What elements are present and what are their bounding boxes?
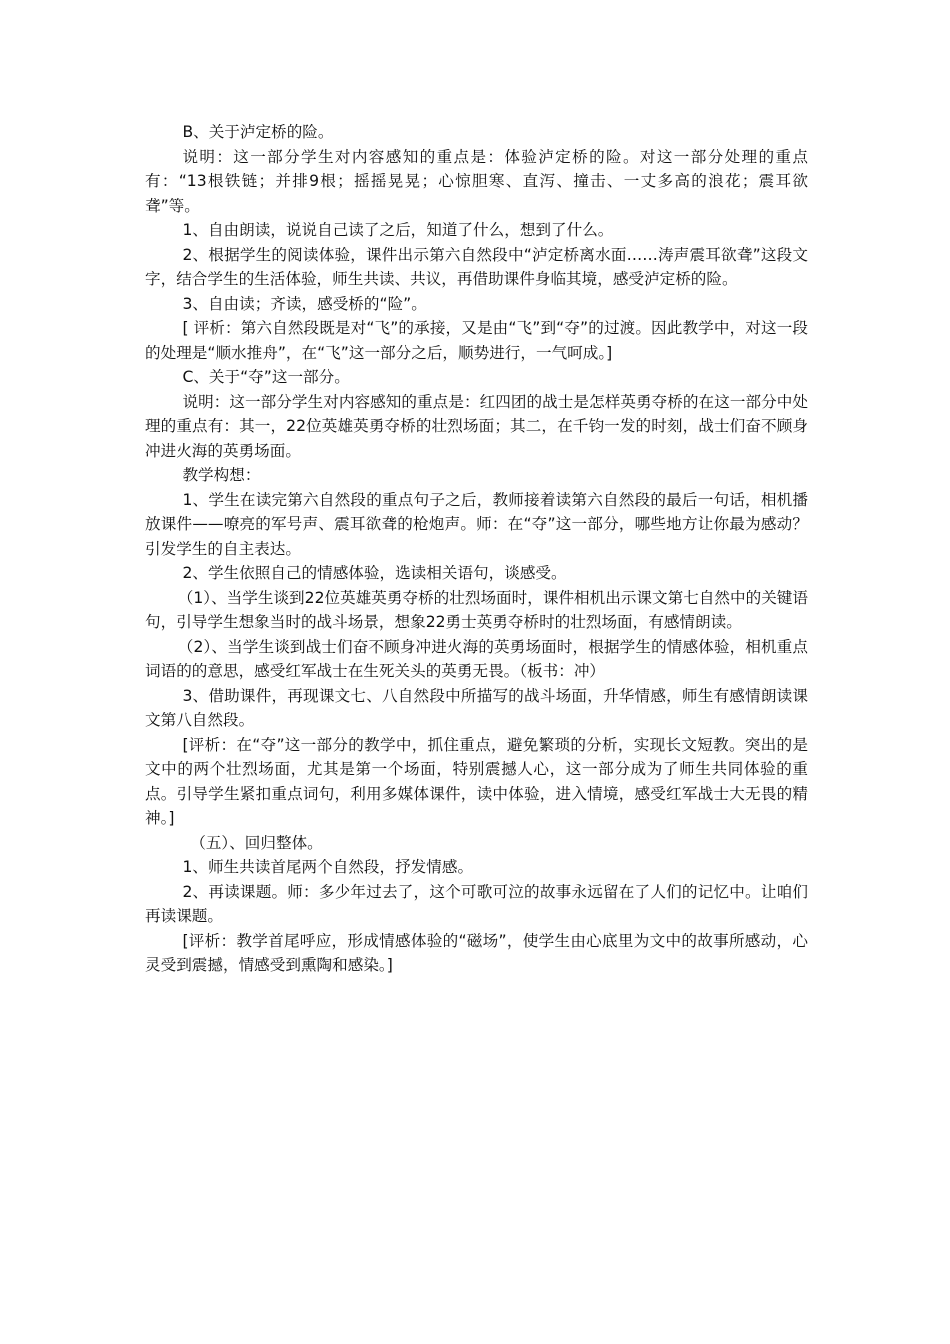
paragraph-step-five-1: 1、师生共读首尾两个自然段，抒发情感。 [182,858,474,876]
paragraph-step-b3: 3、自由读；齐读，感受桥的“险”。 [182,294,427,313]
section-heading-b: B、关于泸定桥的险。 [182,123,334,141]
paragraph-step-c2-1: （1）、当学生谈到22位英雄英勇夺桥的壮烈场面时，课件相机出示课文第七自然中的关键语句，引导学生想象当时的战斗场景，想象22勇士英勇夺桥时的壮烈场面，有感情朗读。 [145,588,808,631]
paragraph-step-c1: 1、学生在读完第六自然段的重点句子之后，教师接着读第六自然段的最后一句话，相机播放课件——嘹亮的军号声、震耳欲聋的枪炮声。师：在“夺”这一部分，哪些地方让你最为感动？引发学生的自主表达。 [145,490,808,558]
section-heading-c: C、关于“夺”这一部分。 [182,368,350,386]
paragraph-step-b1: 1、自由朗读，说说自己读了之后，知道了什么，想到了什么。 [182,221,614,239]
paragraph-explanation-b: 说明：这一部分学生对内容感知的重点是：体验泸定桥的险。对这一部分处理的重点有：“13根铁链；并排9根；摇摇晃晃；心惊胆寒、直泻、撞击、一丈多高的浪花；震耳欲聋”等。 [145,147,808,215]
section-heading-five: （五）、回归整体。 [190,833,323,852]
paragraph-step-b2: 2、根据学生的阅读体验，课件出示第六自然段中“泸定桥离水面……涛声震耳欲聋”这段文字，结合学生的生活体验，师生共读、共议，再借助课件身临其境，感受泸定桥的险。 [145,245,808,288]
paragraph-step-five-2: 2、再读课题。师：多少年过去了，这个可歌可泣的故事永远留在了人们的记忆中。让咱们再读课题。 [145,882,808,925]
document-body [145,120,808,978]
paragraph-comment-b: [ 评析：第六自然段既是对“飞”的承接，又是由“飞”到“夺”的过渡。因此教学中，对这一段的处理是“顺水推舟”，在“飞”这一部分之后，顺势进行，一气呵成。] [145,319,808,362]
paragraph-comment-five: [评析：教学首尾呼应，形成情感体验的“磁场”，使学生由心底里为文中的故事所感动，心灵受到震撼，情感受到熏陶和感染。] [145,931,808,974]
paragraph-comment-c: [评析：在“夺”这一部分的教学中，抓住重点，避免繁琐的分析，实现长文短教。突出的是文中的两个壮烈场面，尤其是第一个场面，特别震撼人心，这一部分成为了师生共同体验的重点。引导学生紧扣重点词句，利用多媒体课件，读中体验，进入情境，感受红军战士大无畏的精神。] [145,735,808,827]
paragraph-step-c2-2: （2）、当学生谈到战士们奋不顾身冲进火海的英勇场面时，根据学生的情感体验，相机重点词语的的意思，感受红军战士在生死关头的英勇无畏。（板书：冲） [145,637,808,680]
paragraph-step-c3: 3、借助课件，再现课文七、八自然段中所描写的战斗场面，升华情感，师生有感情朗读课文第八自然段。 [145,686,808,729]
paragraph-explanation-c: 说明：这一部分学生对内容感知的重点是：红四团的战士是怎样英勇夺桥的在这一部分中处理的重点有：其一，22位英雄英勇夺桥的壮烈场面；其二，在千钧一发的时刻，战士们奋不顾身冲进火海的英勇场面。 [145,392,808,460]
paragraph-teaching-idea: 教学构想： [182,466,261,484]
paragraph-step-c2: 2、学生依照自己的情感体验，选读相关语句，谈感受。 [182,564,567,582]
